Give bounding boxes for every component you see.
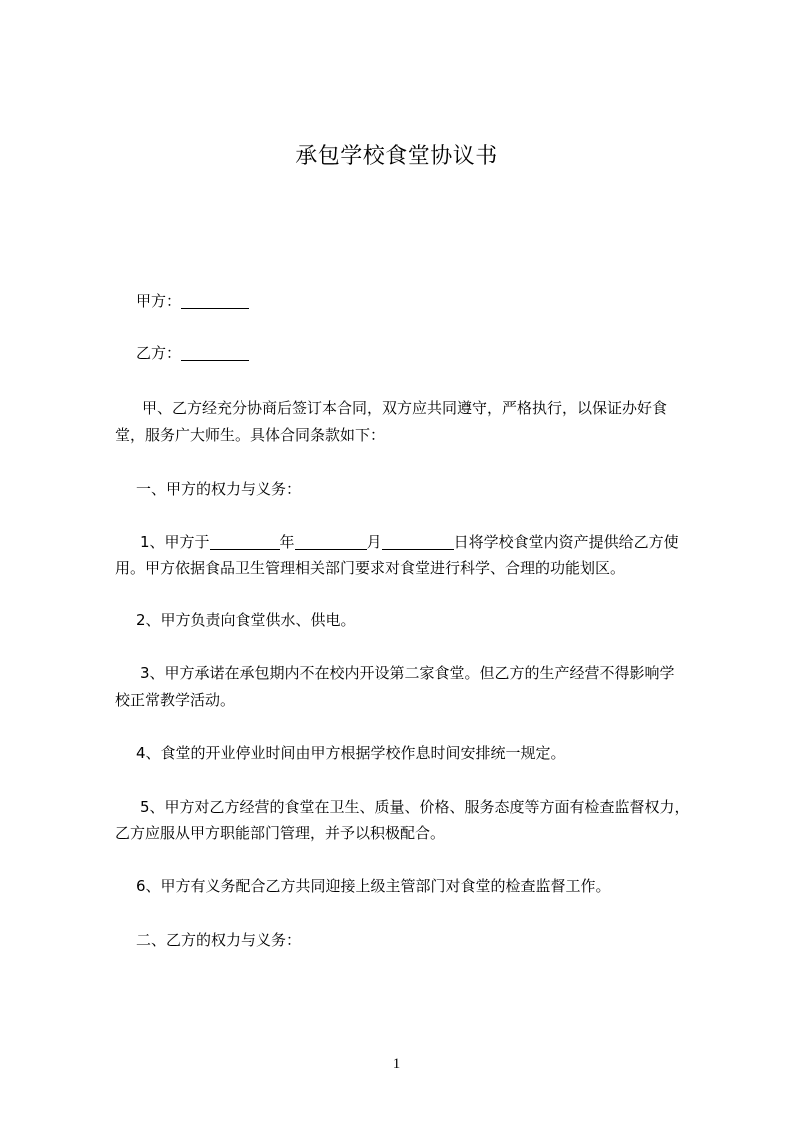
clause1-year-blank [210, 534, 280, 550]
clause5-line-1: 5、甲方对乙方经营的食堂在卫生、质量、价格、服务态度等方面有检查监督权力， [140, 798, 690, 816]
clause1-day-rest: 日将学校食堂内资产提供给乙方使 [453, 533, 679, 551]
section2-heading: 二、乙方的权力与义务： [136, 931, 302, 949]
clause4: 4、食堂的开业停业时间由甲方根据学校作息时间安排统一规定。 [136, 744, 566, 762]
party-b-blank [181, 345, 249, 361]
section1-heading: 一、甲方的权力与义务： [136, 480, 302, 498]
intro-line-2: 堂，服务广大师生。具体合同条款如下： [115, 426, 386, 444]
party-a-label: 甲方： [136, 292, 182, 310]
clause1-month-label: 月 [366, 533, 382, 551]
clause1-month-blank [295, 534, 367, 550]
document-title: 承包学校食堂协议书 [295, 144, 498, 169]
page-number: 1 [392, 1056, 401, 1072]
clause5-line-2: 乙方应服从甲方职能部门管理，并予以积极配合。 [115, 824, 446, 842]
clause3-line-2: 校正常教学活动。 [115, 691, 236, 709]
clause1-day-blank [382, 534, 454, 550]
clause1-year-label: 年 [279, 533, 295, 551]
party-a-blank [181, 293, 249, 309]
clause6: 6、甲方有义务配合乙方共同迎接上级主管部门对食堂的检查监督工作。 [136, 877, 611, 895]
clause3-line-1: 3、甲方承诺在承包期内不在校内开设第二家食堂。但乙方的生产经营不得影响学 [140, 664, 675, 682]
party-b-label: 乙方： [136, 344, 182, 362]
intro-line-1: 甲、乙方经充分协商后签订本合同，双方应共同遵守，严格执行，以保证办好食 [142, 399, 668, 417]
clause1-prefix: 1、甲方于 [140, 533, 210, 551]
clause2: 2、甲方负责向食堂供水、供电。 [136, 611, 356, 629]
party-a-line [136, 286, 736, 316]
party-b-line [136, 338, 736, 368]
clause1-line-2: 用。甲方依据食品卫生管理相关部门要求对食堂进行科学、合理的功能划区。 [115, 559, 626, 577]
